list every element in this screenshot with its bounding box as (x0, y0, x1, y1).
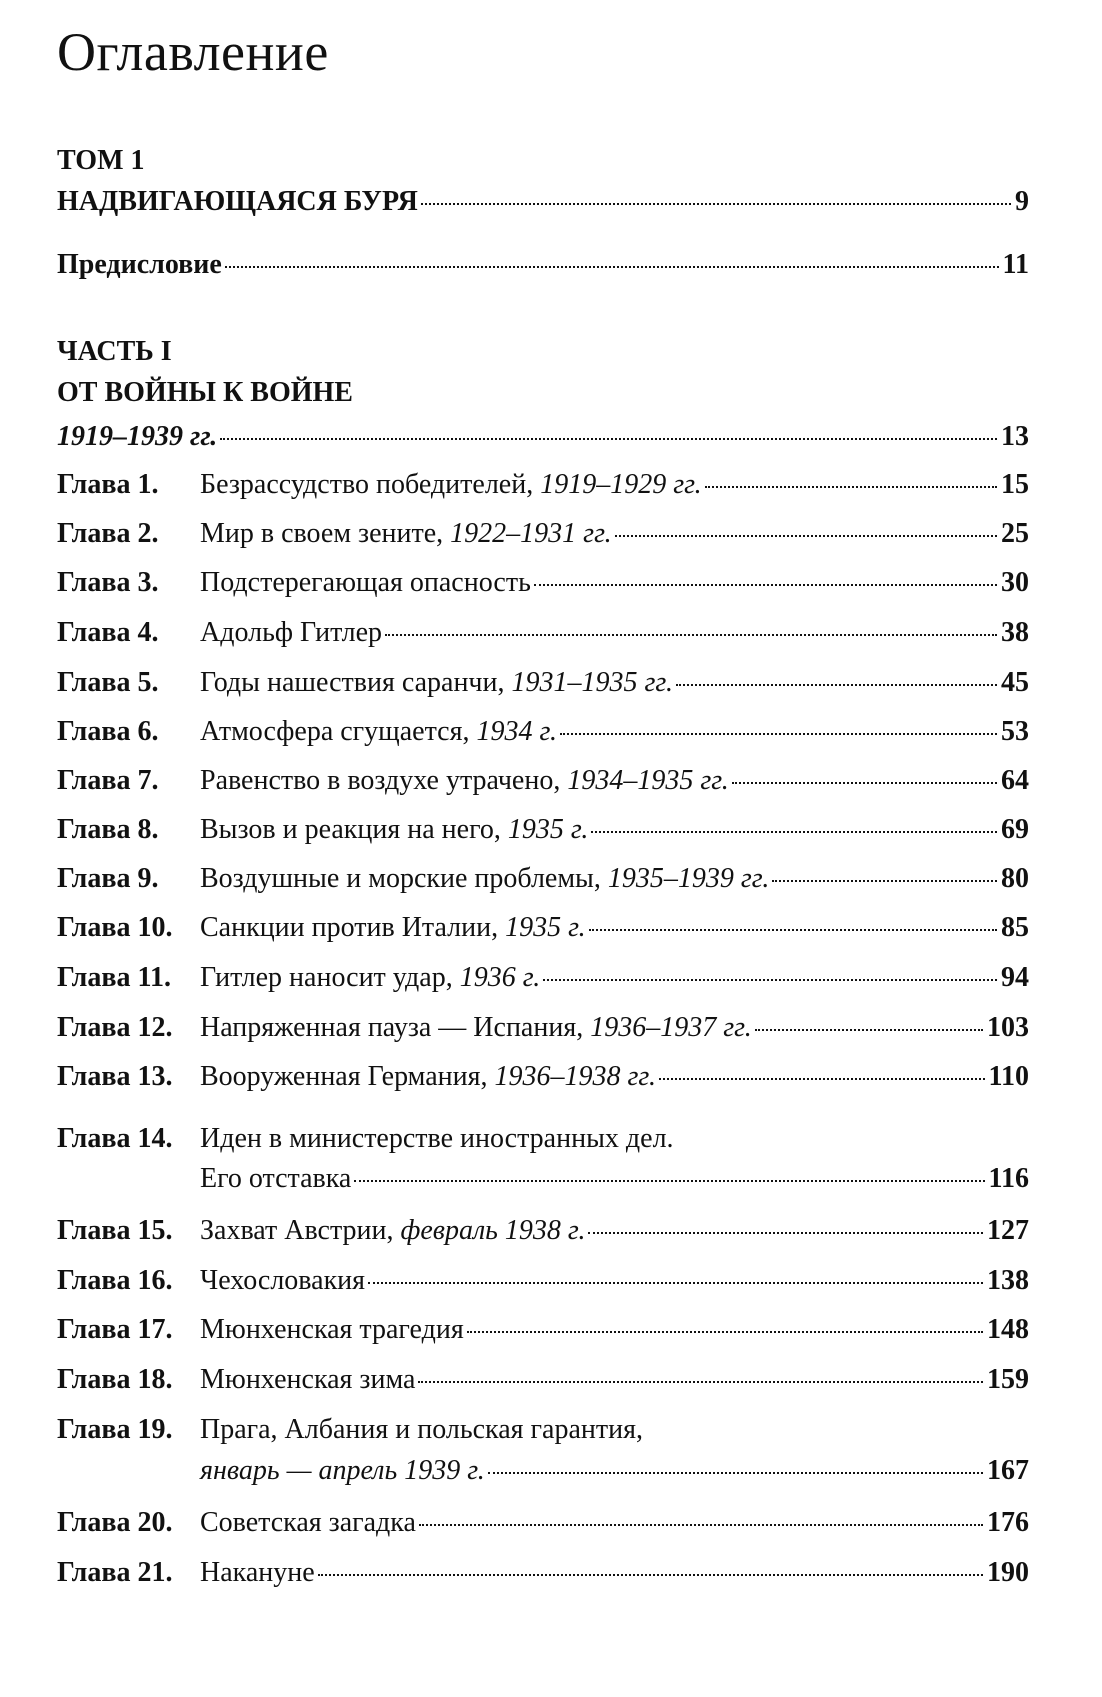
dot-leader (659, 1078, 985, 1080)
chapter-number: Глава 15. (57, 1215, 173, 1246)
chapter-title: Мюнхенская зима (200, 1364, 416, 1395)
page-number: 159 (987, 1364, 1029, 1395)
chapter-number: Глава 5. (57, 667, 159, 698)
dot-leader (560, 733, 997, 735)
toc-entry-part[interactable] (57, 420, 1029, 454)
page-number: 116 (988, 1162, 1029, 1194)
chapter-years: 1922–1931 гг. (450, 518, 612, 549)
toc-entry-chapter-21[interactable] (57, 1556, 1029, 1590)
chapter-title: Вызов и реакция на него, (200, 814, 508, 845)
toc-entry-chapter-5[interactable] (57, 666, 1029, 700)
toc-entry-chapter-8[interactable] (57, 813, 1029, 847)
chapter-title: Вооруженная Германия, (200, 1061, 495, 1092)
chapter-title: Его отставка (200, 1162, 352, 1194)
chapter-number: Глава 4. (57, 617, 159, 648)
toc-entry-chapter-6[interactable] (57, 715, 1029, 749)
dot-leader (732, 782, 997, 784)
chapter-title: Мюнхенская трагедия (200, 1314, 464, 1345)
dot-leader (419, 1524, 983, 1526)
chapter-number: Глава 17. (57, 1314, 173, 1345)
dot-leader (368, 1282, 983, 1284)
dot-leader (418, 1381, 983, 1383)
dot-leader (354, 1180, 984, 1182)
chapter-number: Глава 7. (57, 765, 159, 796)
toc-entry-chapter-17[interactable] (57, 1313, 1029, 1347)
part-years: 1919–1939 гг. (57, 421, 218, 452)
chapter-title: Атмосфера сгущается, (200, 716, 477, 747)
page-number: 64 (1001, 765, 1029, 796)
dot-leader (421, 203, 1011, 205)
page-number: 9 (1015, 186, 1029, 217)
page-number: 25 (1001, 518, 1029, 549)
page-number: 110 (988, 1061, 1029, 1092)
toc-entry-chapter-14[interactable] (57, 1122, 1029, 1195)
dot-leader (772, 880, 997, 882)
chapter-number: Глава 21. (57, 1557, 173, 1588)
chapter-title: Накануне (200, 1557, 315, 1588)
chapter-title: Санкции против Италии, (200, 912, 506, 943)
chapter-title: Советская загадка (200, 1507, 416, 1538)
dot-leader (615, 535, 997, 537)
chapter-number: Глава 20. (57, 1507, 173, 1538)
toc-entry-chapter-3[interactable] (57, 566, 1029, 600)
volume-label: ТОМ 1 (57, 145, 145, 176)
page-number: 138 (987, 1265, 1029, 1296)
chapter-title: Адольф Гитлер (200, 617, 383, 648)
chapter-years: 1935 г. (505, 912, 586, 943)
dot-leader (676, 684, 997, 686)
chapter-years: 1935–1939 гг. (607, 863, 770, 894)
chapter-number: Глава 13. (57, 1061, 173, 1092)
chapter-title: Воздушные и морские проблемы, (200, 863, 608, 894)
page-number: 11 (1002, 249, 1029, 280)
chapter-number: Глава 1. (57, 469, 159, 500)
volume-name: НАДВИГАЮЩАЯСЯ БУРЯ (57, 186, 418, 217)
dot-leader (591, 831, 997, 833)
toc-entry-chapter-10[interactable] (57, 911, 1029, 945)
chapter-number: Глава 12. (57, 1012, 173, 1043)
chapter-title: Чехословакия (200, 1265, 366, 1296)
chapter-years: 1936–1938 гг. (494, 1061, 656, 1092)
chapter-years: 1936 г. (459, 962, 541, 993)
chapter-title-line-1: Прага, Албания и польская гарантия, (200, 1414, 643, 1445)
chapter-title: Напряженная пауза — Испания, (200, 1012, 591, 1043)
toc-entry-chapter-20[interactable] (57, 1506, 1029, 1540)
dot-leader (385, 634, 997, 636)
dot-leader (588, 1232, 983, 1234)
toc-entry-chapter-19[interactable] (57, 1413, 1029, 1487)
dot-leader (543, 979, 997, 981)
toc-entry-volume[interactable] (57, 185, 1029, 219)
chapter-title: Гитлер наносит удар, (200, 962, 460, 993)
page-number: 69 (1001, 814, 1029, 845)
chapter-number: Глава 8. (57, 814, 159, 845)
toc-entry-chapter-13[interactable] (57, 1060, 1029, 1094)
chapter-title: Захват Австрии, (200, 1215, 401, 1246)
chapter-number: Глава 9. (57, 863, 159, 894)
page-number: 167 (987, 1454, 1029, 1486)
chapter-number: Глава 19. (57, 1414, 173, 1445)
chapter-title: Мир в своем зените, (200, 518, 451, 549)
chapter-number: Глава 11. (57, 962, 171, 993)
chapter-years: 1935 г. (507, 814, 589, 845)
dot-leader (534, 584, 997, 586)
page-number: 85 (1001, 912, 1029, 943)
preface-label: Предисловие (57, 249, 222, 280)
part-name: ОТ ВОЙНЫ К ВОЙНЕ (57, 377, 353, 408)
page-number: 38 (1001, 617, 1029, 648)
dot-leader (589, 929, 997, 931)
page-number: 103 (987, 1012, 1029, 1043)
dot-leader (488, 1472, 983, 1474)
page-number: 30 (1001, 567, 1029, 598)
toc-entry-chapter-12[interactable] (57, 1011, 1029, 1045)
toc-entry-chapter-9[interactable] (57, 862, 1029, 896)
page-number: 13 (1001, 421, 1029, 452)
toc-entry-chapter-2[interactable] (57, 517, 1029, 551)
chapter-number: Глава 16. (57, 1265, 173, 1296)
chapter-years: 1931–1935 гг. (511, 667, 673, 698)
dot-leader (705, 486, 997, 488)
page-number: 53 (1001, 716, 1029, 747)
dot-leader (225, 266, 999, 268)
chapter-title: Равенство в воздухе утрачено, (200, 765, 568, 796)
chapter-number: Глава 18. (57, 1364, 173, 1395)
toc-entry-preface[interactable] (57, 248, 1029, 282)
page-number: 80 (1001, 863, 1029, 894)
page-number: 190 (987, 1557, 1029, 1588)
toc-entry-chapter-11[interactable] (57, 961, 1029, 995)
chapter-number: Глава 10. (57, 912, 173, 943)
page-number: 94 (1001, 962, 1029, 993)
page-number: 176 (987, 1507, 1029, 1538)
chapter-years: февраль 1938 г. (400, 1215, 586, 1246)
part-label: ЧАСТЬ I (57, 336, 172, 367)
page-title: Оглавление (57, 22, 329, 82)
toc-entry-chapter-4[interactable] (57, 616, 1029, 650)
toc-entry-chapter-18[interactable] (57, 1363, 1029, 1397)
chapter-number: Глава 6. (57, 716, 159, 747)
chapter-number: Глава 14. (57, 1123, 173, 1154)
chapter-years: 1936–1937 гг. (590, 1012, 752, 1043)
page-number: 45 (1001, 667, 1029, 698)
dot-leader (318, 1574, 983, 1576)
chapter-title: Подстерегающая опасность (200, 567, 531, 598)
dot-leader (755, 1029, 983, 1031)
page-number: 127 (987, 1215, 1029, 1246)
chapter-title: Безрассудство победителей, (200, 469, 541, 500)
chapter-years: январь — апрель 1939 г. (200, 1454, 485, 1486)
toc-entry-chapter-1[interactable] (57, 468, 1029, 502)
dot-leader (220, 438, 997, 440)
page-number: 15 (1001, 469, 1029, 500)
chapter-title: Годы нашествия саранчи, (200, 667, 512, 698)
chapter-years: 1919–1929 гг. (540, 469, 702, 500)
chapter-title-line-1: Иден в министерстве иностранных дел. (200, 1123, 674, 1154)
toc-entry-chapter-15[interactable] (57, 1214, 1029, 1248)
toc-entry-chapter-16[interactable] (57, 1264, 1029, 1298)
page-number: 148 (987, 1314, 1029, 1345)
chapter-number: Глава 3. (57, 567, 159, 598)
chapter-number: Глава 2. (57, 518, 159, 549)
dot-leader (467, 1331, 983, 1333)
chapter-years: 1934–1935 гг. (567, 765, 729, 796)
chapter-years: 1934 г. (476, 716, 558, 747)
toc-entry-chapter-7[interactable] (57, 764, 1029, 798)
